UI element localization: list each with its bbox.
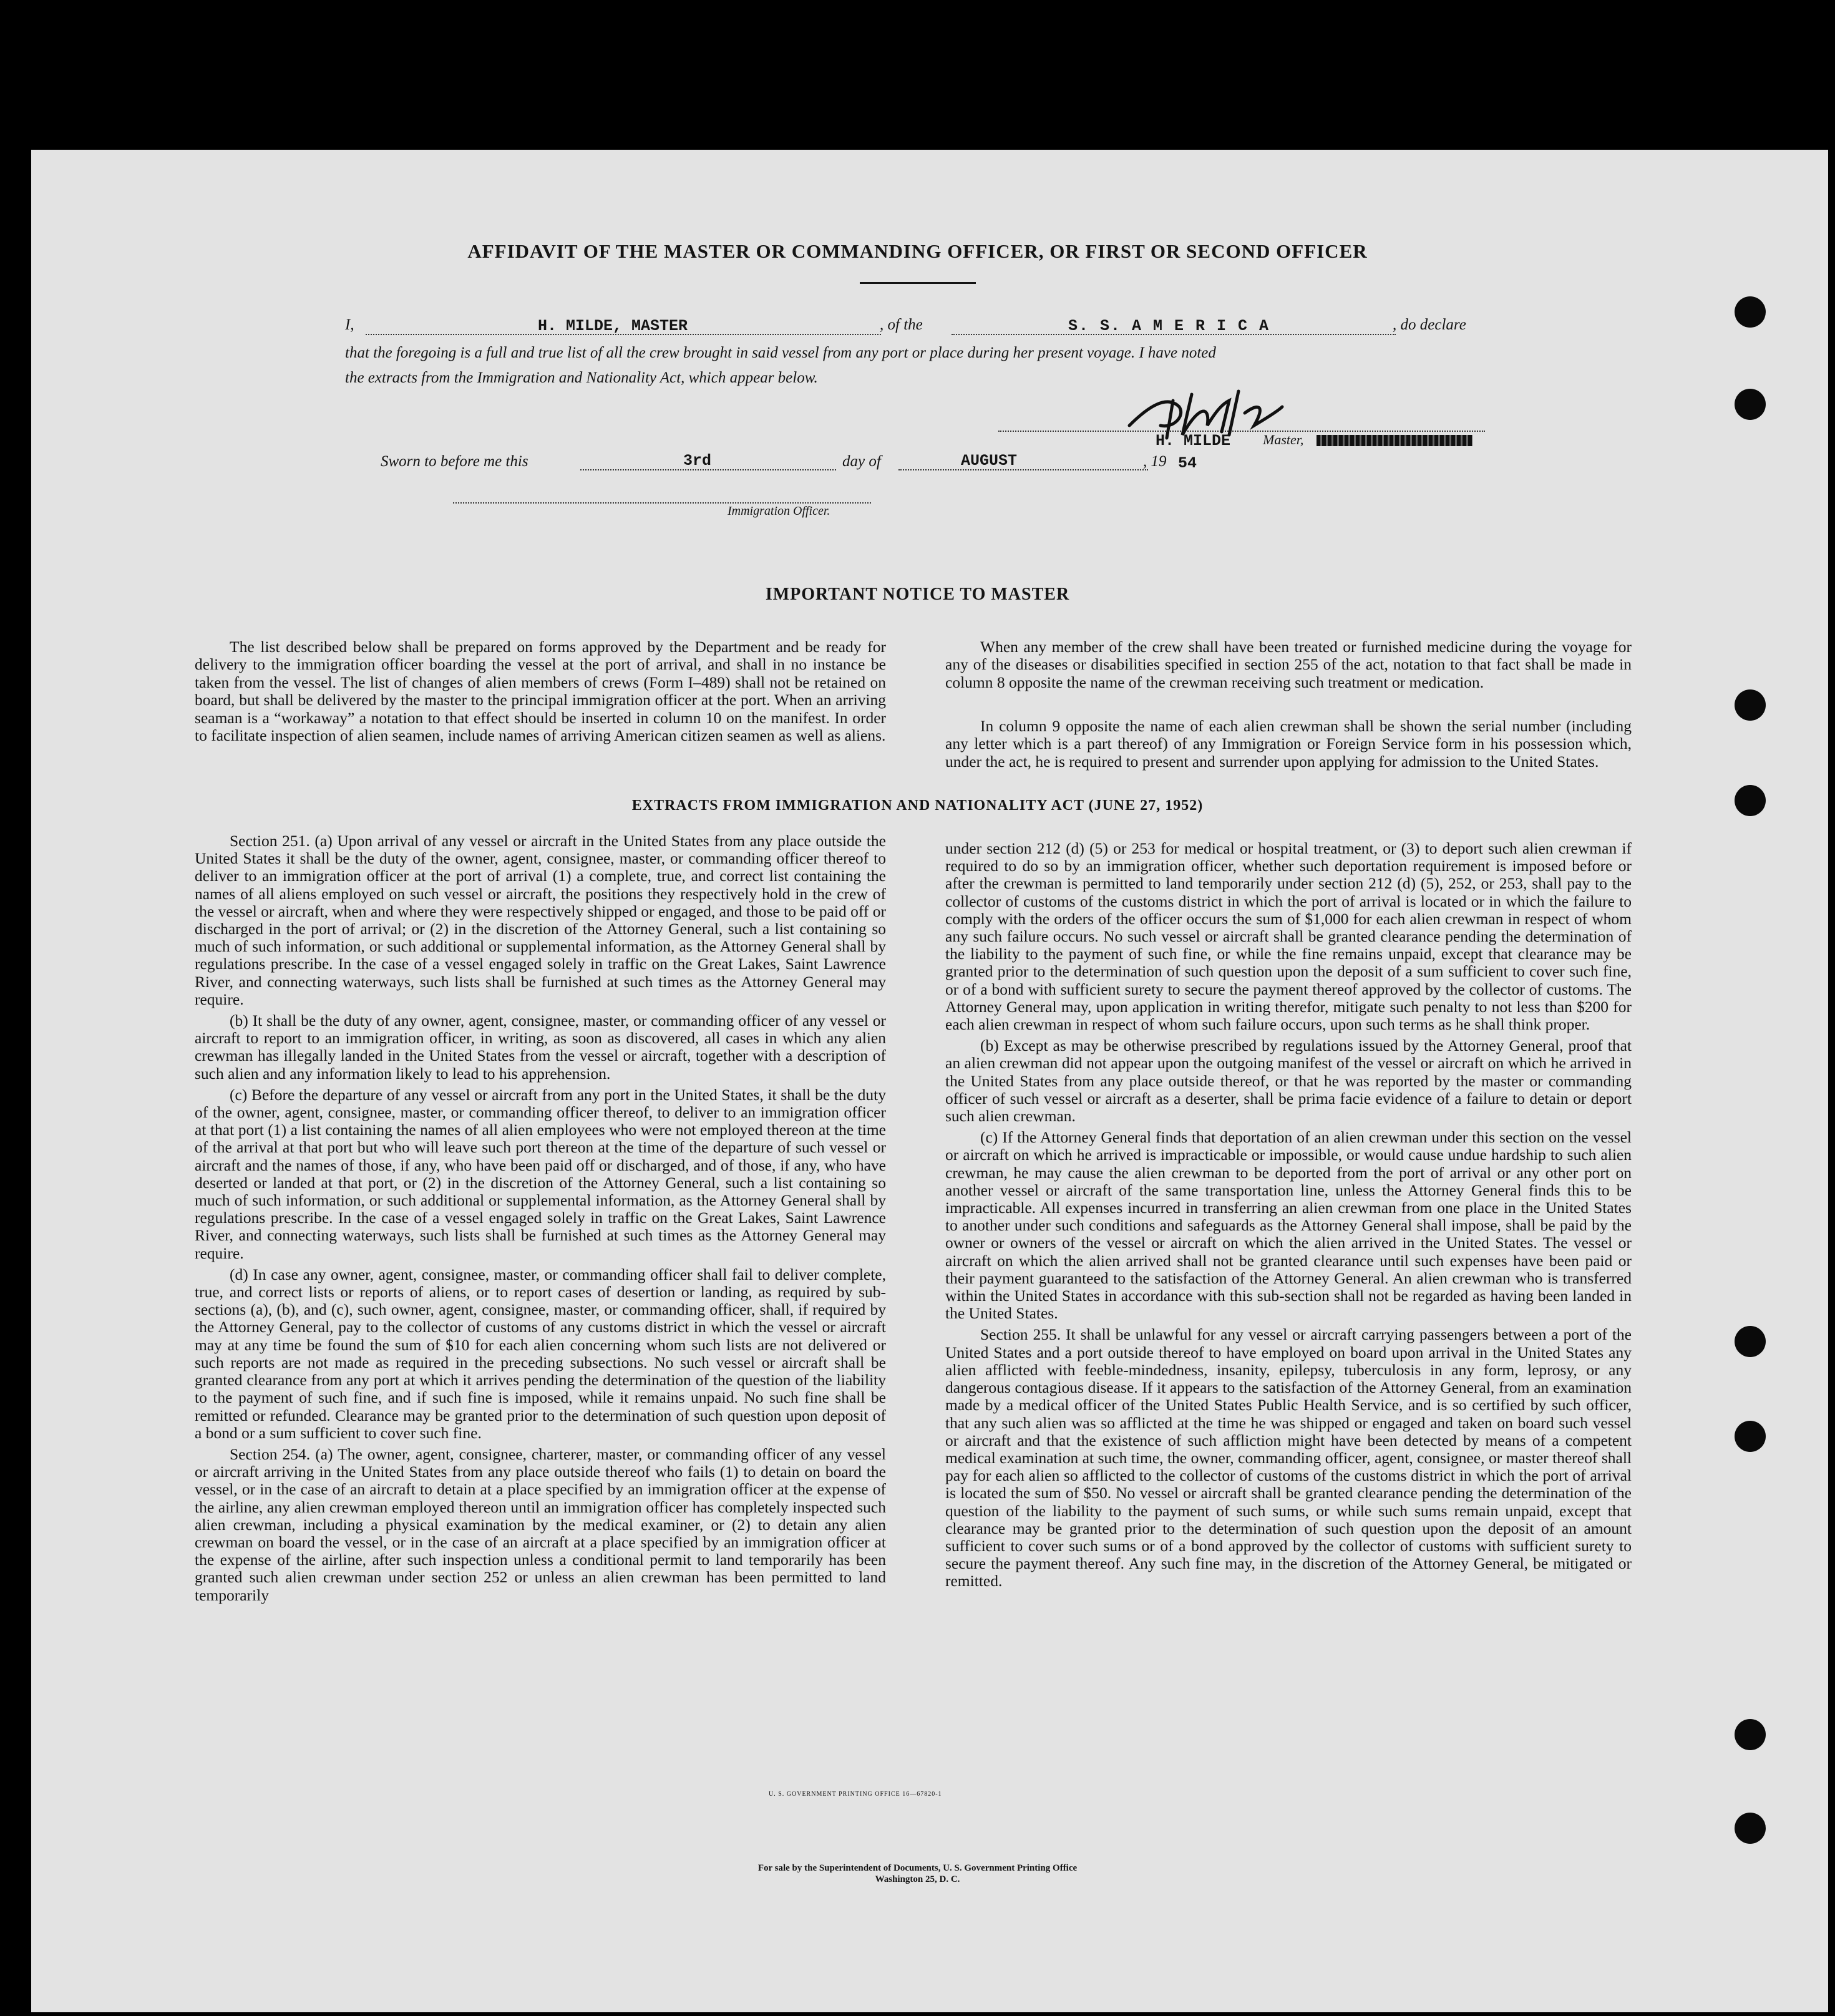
sale-line-1: For sale by the Superintendent of Documents, U. S. Government Printing Office <box>757 1863 1078 1873</box>
section-254c: (c) If the Attorney General finds that deportation of an alien crewman under this section on the vessel or aircraft on which he arrived is impracticable or impossible, or would cause undue hardship to such alien crewman, he may cause the alien crewman to be deported from the port of arrival or any other port on another vessel or aircraft of the same transportation line, unless the Attorney General finds this to be impracticable. All expenses incurred in transferring an alien crewman from one place in the United States to another under such conditions and safeguards as the Attorney General shall impose, shall be paid by the owner or owners of the vessel or aircraft on which the alien arrived in the United States. The vessel or aircraft on which the alien arrived shall not be granted clearance until such expenses have been paid or their payment guaranteed to the satisfaction of the Attorney General. An alien crewman who is transferred within the United States in accordance with this sub-section shall not be regarded as having been landed in the United States. <box>945 1128 1632 1323</box>
sworn-label: Sworn to before me this <box>381 453 528 470</box>
sworn-month: AUGUST <box>961 452 1018 470</box>
section-251a: Section 251. (a) Upon arrival of any vessel or aircraft in the United States from any place outside the United States it shall be the duty of the owner, agent, consignee, master, or commanding officer thereof to deliver to an immigration officer at the port of arrival (1) a complete, true, and correct list containing the names of all aliens employed on such vessel or aircraft, the positions they respectively hold in the crew of the vessel or aircraft, when and where they were respectively shipped or engaged, and those to be paid off or discharged in the port of arrival; or (2) in the discretion of the Attorney General, such a list containing so much of such information, or such additional or supplemental information, as the Attorney General shall by regulations prescribe. In the case of a vessel engaged solely in traffic on the Great Lakes, Saint Lawrence River, and connecting waterways, such lists shall be furnished at such times as the Attorney General may require. <box>195 832 886 1008</box>
section-254a-continued: under section 212 (d) (5) or 253 for medical or hospital treatment, or (3) to deport such alien crewman if required to do so by an immigration officer, whether such deportation requirement is imposed before or after the crewman is permitted to land temporarily under section 212 (d) (5), 252, or 253, shall pay to the collector of customs of the customs district in which the port of arrival is located or in which the failure to comply with the orders of the officer occurs the sum of $1,000 for each alien crewman in respect of whom any such failure occurs. No such vessel or aircraft shall be granted clearance pending the determination of the liability to the payment of such fine, or while the fine remains unpaid, except that clearance may be granted prior to the determination of such question upon the deposit of a sum sufficient to cover such fine, or of a bond with sufficient surety to secure the payment thereof approved by the collector of customs. The Attorney General may, upon application in writing therefor, mitigate such penalty to not less than $200 for each alien crewman in respect of whom such failure occurs, upon such terms as he shall think proper. <box>945 839 1632 1034</box>
section-251b: (b) It shall be the duty of any owner, agent, consignee, master, or commanding officer of any vessel or aircraft to report to an immigration officer, in writing, as soon as discovered, all cases in which any alien crewman has illegally landed in the United States from the vessel or aircraft, together with a description of such alien and any information likely to lead to his apprehension. <box>195 1011 886 1083</box>
day-of-label: day of <box>842 453 881 470</box>
punch-hole <box>1735 689 1766 721</box>
do-declare-label: , do declare <box>1393 316 1466 333</box>
vessel-name: S. S. A M E R I C A <box>1068 317 1270 335</box>
notice-left: The list described below shall be prepared on forms approved by the Department and be ready for delivery to the immigration officer boarding the vessel at the port of arrival, and shall in no instance be taken from the vessel. The list of changes of alien members of crews (Form I–489) shall not be retained on board, but shall be delivered by the master to the principal immigration officer at the port. When an arriving seaman is a “workaway” a notation to that effect should be inserted in column 10 on the manifest. In order to facilitate inspection of alien seamen, include names of arriving American citizen seamen as well as aliens. <box>195 638 886 745</box>
notice-right-2: In column 9 opposite the name of each alien crewman shall be shown the serial number (including any letter which is a part thereof) of any Immigration or Foreign Service form in his possession which, under the act, he is required to present and surrender upon applying for admission to the United States. <box>945 717 1632 771</box>
officer-line <box>453 502 871 504</box>
signature-name: H. MILDE <box>1156 432 1231 450</box>
punch-hole <box>1735 1813 1766 1844</box>
signature-title: Master, <box>1263 432 1304 447</box>
title-rule <box>860 282 976 284</box>
extracts-left-column <box>195 832 886 1608</box>
affidavit-line-2: that the foregoing is a full and true list of all the crew brought in said vessel from any port or place during her present voyage. I have noted <box>345 344 1216 361</box>
extracts-title: EXTRACTS FROM IMMIGRATION AND NATIONALITY ACT (JUNE 27, 1952) <box>631 797 1204 814</box>
declarant-prefix: I, <box>345 316 354 333</box>
punch-hole <box>1735 296 1766 328</box>
sale-line-2: Washington 25, D. C. <box>875 1874 960 1884</box>
notice-title: IMPORTANT NOTICE TO MASTER <box>765 585 1070 604</box>
punch-hole <box>1735 1719 1766 1750</box>
punch-hole <box>1735 389 1766 420</box>
punch-hole <box>1735 1326 1766 1357</box>
affidavit-line-3: the extracts from the Immigration and Nationality Act, which appear below. <box>345 369 818 386</box>
of-the-label: , of the <box>880 316 923 333</box>
sworn-day: 3rd <box>683 452 712 470</box>
section-251d: (d) In case any owner, agent, consignee, master, or commanding officer shall fail to deliver complete, true, and correct lists or reports of aliens, or to report cases of desertion or landing, as required by sub-sections (a), (b), and (c), such owner, agent, consignee, master, or commanding officer, shall, if required by the Attorney General, pay to the collector of customs of any customs district in which the vessel or aircraft may at any time be found the sum of $10 for each alien concerning whom such lists are not delivered or such reports are not made as required in the preceding subsections. No such vessel or aircraft shall be granted clearance from any port at which it arrives pending the determination of the question of the liability to the payment of such fine, and if such fine is imposed, while it remains unpaid. No such fine shall be remitted or refunded. Clearance may be granted prior to the determination of such question upon deposit of a bond or a sum sufficient to cover such fine. <box>195 1265 886 1442</box>
affidavit-title: AFFIDAVIT OF THE MASTER OR COMMANDING OFFICER, OR FIRST OR SECOND OFFICER <box>467 240 1368 262</box>
punch-hole <box>1735 1421 1766 1452</box>
year-prefix: , 19 <box>1143 453 1167 470</box>
printing-office-line: U. S. GOVERNMENT PRINTING OFFICE 16—67820-1 <box>769 1791 942 1798</box>
section-255: Section 255. It shall be unlawful for any vessel or aircraft carrying passengers between a port of the United States and a port outside thereof to have employed on board upon arrival in the United States any alien afflicted with feeble-mindedness, insanity, epilepsy, tuberculosis in any form, leprosy, or any dangerous contagious disease. If it appears to the satisfaction of the Attorney General, from an examination made by a medical officer of the United States Public Health Service, and is so certified by such officer, that any such alien was so afflicted at the time he was shipped or engaged and taken on board such vessel or aircraft and that the existence of such affliction might have been detected by means of a competent medical examination at such time, the owner, commanding officer, agent, consignee, or master thereof shall pay for each alien so afflicted to the collector of customs of the customs district in which the port of arrival is located the sum of $50. No vessel or aircraft shall be granted clearance pending the determination of the question of the liability to the payment of such sums, or while such sums remain unpaid, except that clearance may be granted prior to the determination of such question upon the deposit of an amount sufficient to cover such sums or of a bond approved by the collector of customs with sufficient surety to secure the payment thereof. Any such fine may, in the discretion of the Attorney General, be mitigated or remitted. <box>945 1325 1632 1590</box>
section-254a: Section 254. (a) The owner, agent, consignee, charterer, master, or commanding officer of any vessel or aircraft arriving in the United States from any place outside thereof who fails (1) to detain on board the vessel, or in the case of an aircraft to detain at a place specified by an immigration officer at the expense of the airline, any alien crewman employed thereon until an immigration officer has completely inspected such alien crewman, including a physical examination by the medical examiner, or (2) to detain any alien crewman on board the vessel, or in the case of an aircraft at a place specified by an immigration officer at the expense of the airline, after such inspection unless a conditional permit to land temporarily has been granted such alien crewman under section 252 or unless an alien crewman has been permitted to land temporarily <box>195 1444 886 1604</box>
notice-right-1: When any member of the crew shall have been treated or furnished medicine during the voyage for any of the diseases or disabilities specified in section 255 of the act, notation to that fact shall be made in column 8 opposite the name of the crewman receiving such treatment or medication. <box>945 638 1632 691</box>
section-254b: (b) Except as may be otherwise prescribed by regulations issued by the Attorney General, proof that an alien crewman did not appear upon the outgoing manifest of the vessel or aircraft on which he arrived in the United States from any place outside thereof, or that he was reported by the master or commanding officer of such vessel or aircraft as a deserter, shall be prima facie evidence of a failure to detain or deport such alien crewman. <box>945 1036 1632 1126</box>
month-line <box>898 469 1148 470</box>
struck-out-text <box>1317 435 1472 446</box>
officer-label: Immigration Officer. <box>728 504 830 518</box>
extracts-right-column <box>945 840 1632 1594</box>
sworn-year: 54 <box>1178 454 1197 472</box>
section-251c: (c) Before the departure of any vessel or aircraft from any port in the United States, it shall be the duty of the owner, agent, consignee, master, or commanding officer thereof, to deliver to an immigration officer at that port (1) a list containing the names of all alien employees who were not employed thereon at the time of the arrival at that port but who will leave such port thereon at the time of the departure of such vessel or aircraft and the names of those, if any, who have been paid off or discharged, and of those, if any, who have deserted or landed at that port, or (2) in the discretion of the Attorney General, such a list containing so much of such information, or such additional or supplemental information, as the Attorney General shall by regulations prescribe. In the case of a vessel engaged solely in traffic on the Great Lakes, Saint Lawrence River, and connecting waterways, such lists shall be furnished at such times as the Attorney General may require. <box>195 1085 886 1262</box>
master-name: H. MILDE, MASTER <box>538 317 688 335</box>
